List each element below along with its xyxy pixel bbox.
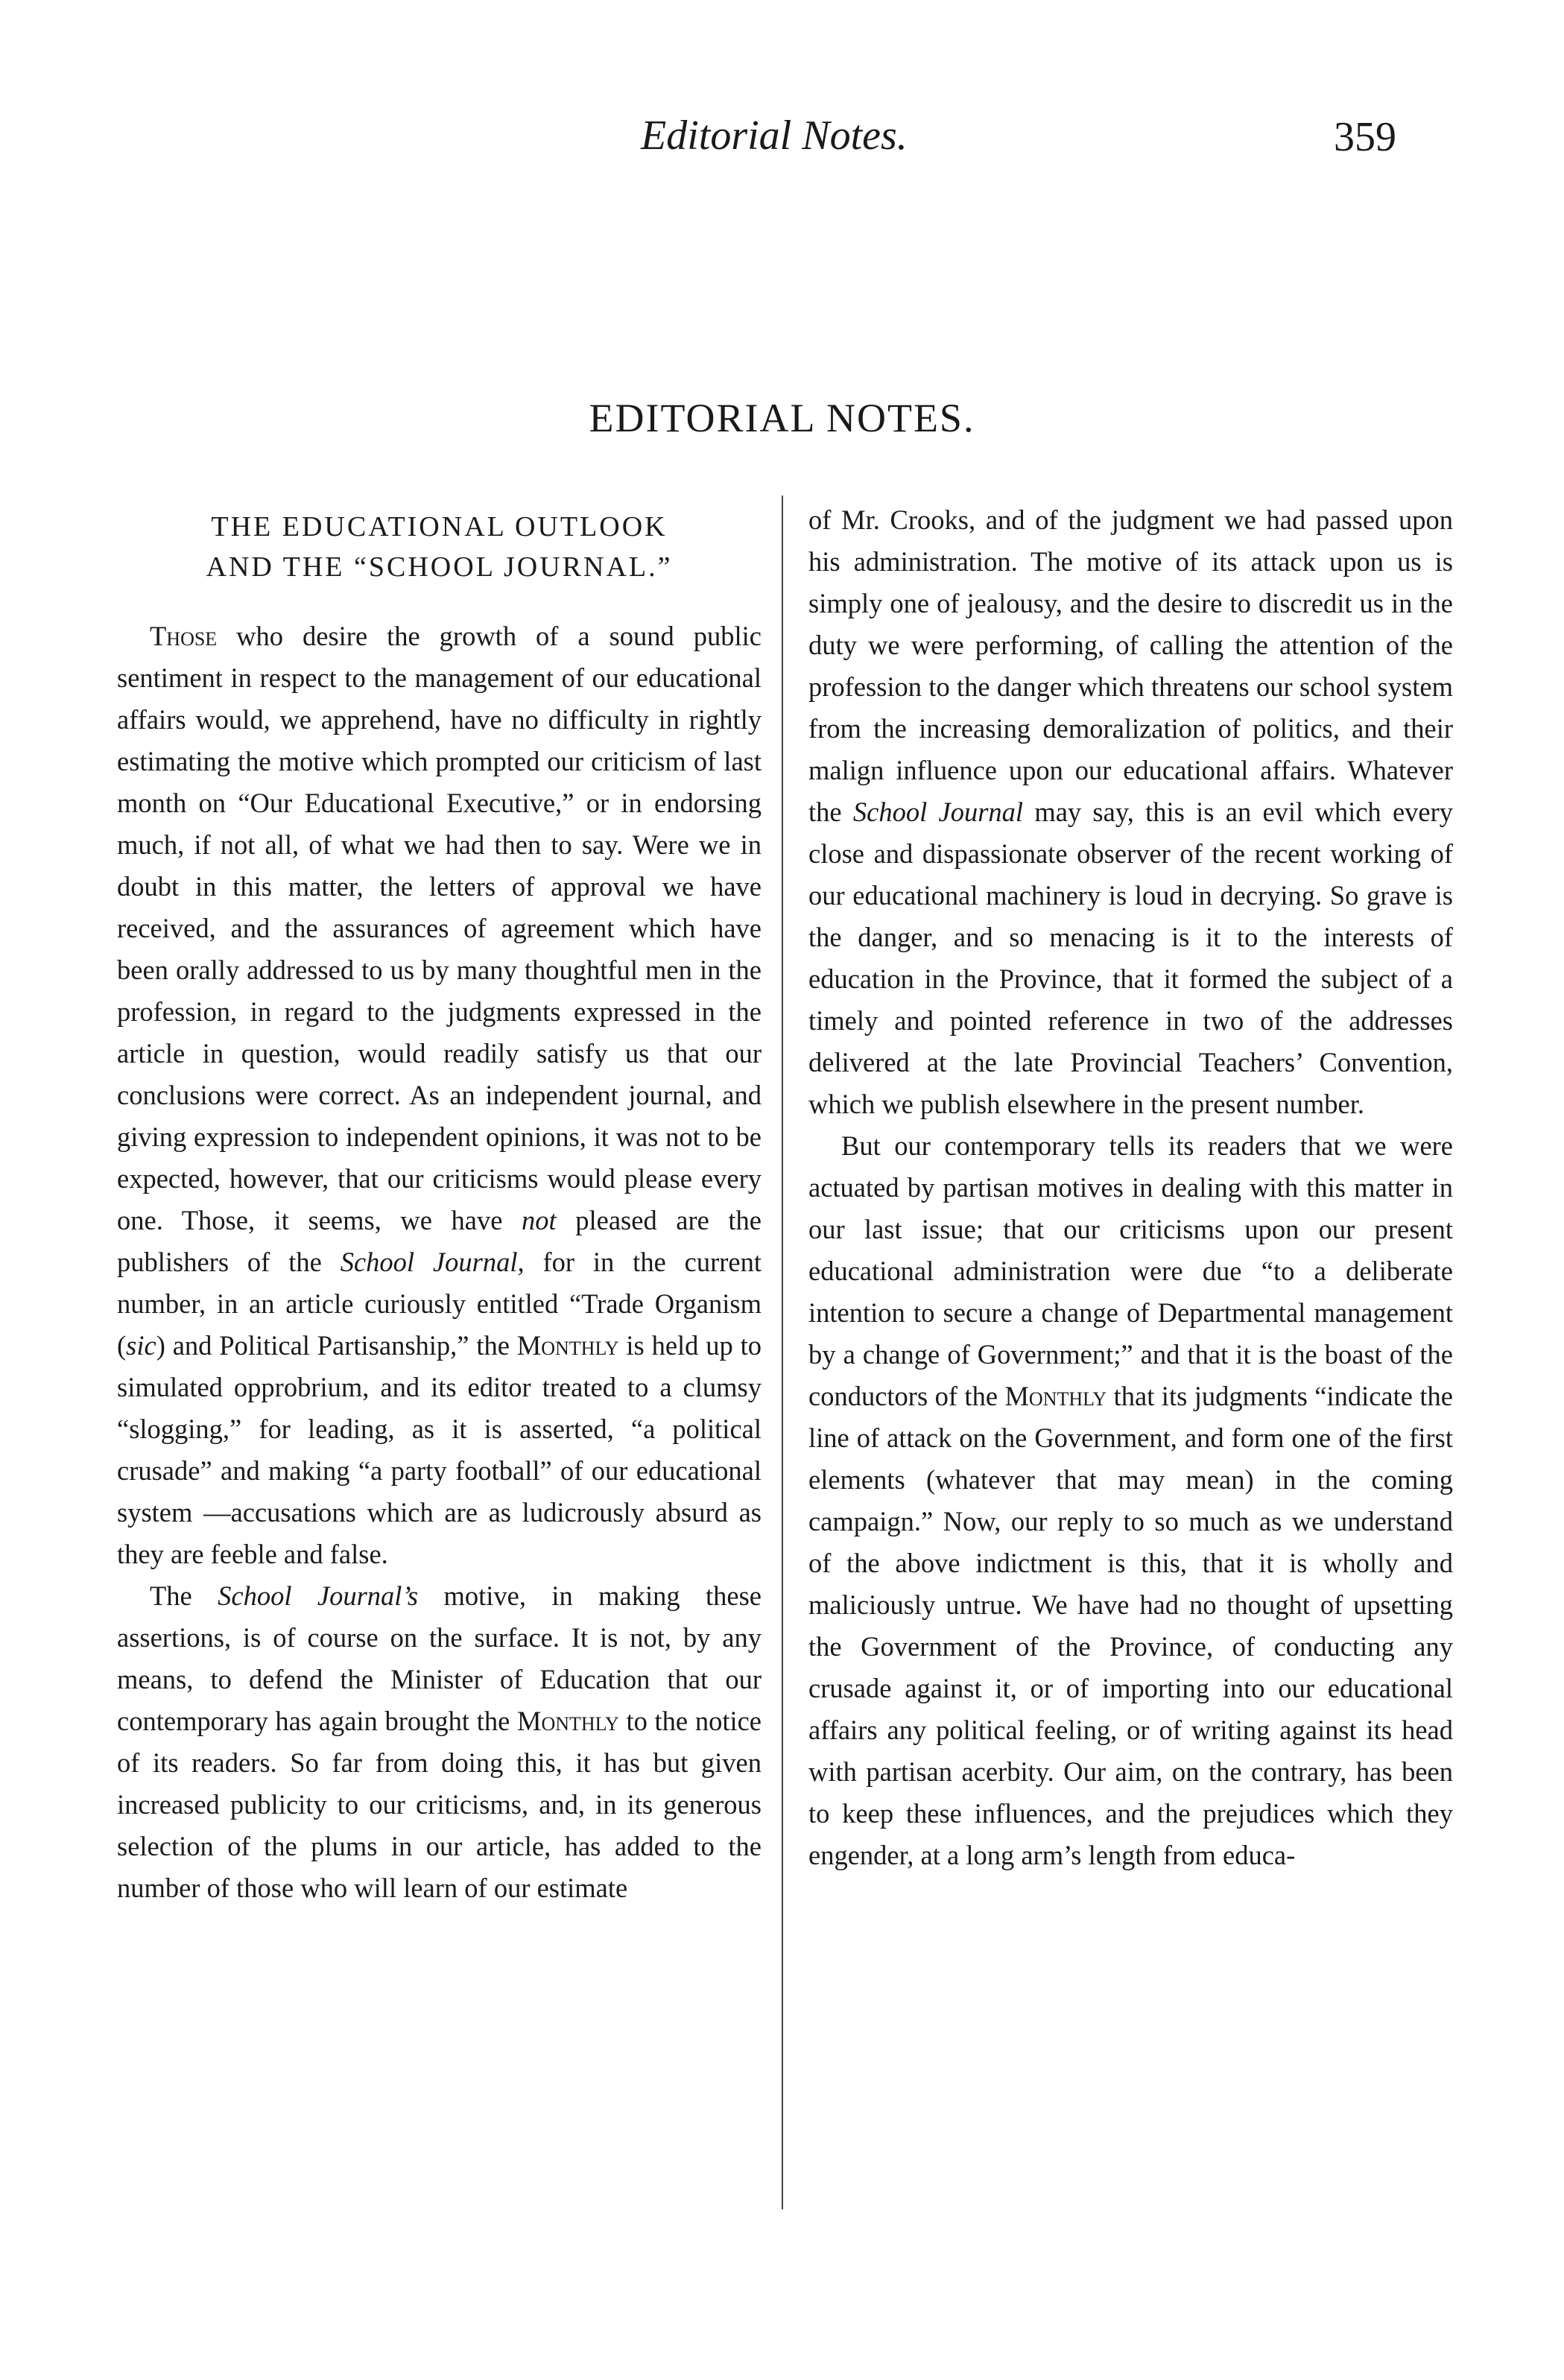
text-run: that its judgments “indicate the line of attack on the Government, and form one of the first elements (whatever that may mean) in the coming campaign.” Now, our reply to so much as we understand of the above indictment is this, that it is wholly and maliciously untrue. We have had no thought of upsetting the Government of the Province, of conducting any crusade against it, or of importing into our educational affairs any political feeling, or of writing against its head with partisan acerbity. Our aim, on the contrary, has been to keep these influences, and the prejudices which they engender, at a long arm’s length from educa- <box>808 1381 1453 1870</box>
italic-text: School Journal <box>852 797 1024 827</box>
column-divider <box>782 496 783 2209</box>
small-caps-text: Monthly <box>516 1330 619 1361</box>
lead-word: Those <box>150 621 218 651</box>
small-caps-text: Monthly <box>517 1706 619 1736</box>
right-column <box>808 499 1453 1876</box>
text-run: may say, this is an evil which every close and dispassionate observer of the recent working of our educational machinery is loud in decrying. So grave is the danger, and so menacing is it to the interests of education in the Province, that it formed the subject of a timely and pointed reference in two of the addresses delivered at the late Provincial Teachers’ Convention, which we publish elsewhere in the present number. <box>808 797 1454 1119</box>
italic-text: School Journal’s <box>218 1580 419 1611</box>
small-caps-text: Monthly <box>1004 1381 1107 1411</box>
section-title: EDITORIAL NOTES. <box>589 396 975 440</box>
paragraph <box>808 1125 1453 1876</box>
italic-text: not <box>522 1205 557 1235</box>
text-run: ) and Political Partisanship,” the <box>156 1330 517 1361</box>
text-run: who desire the growth of a sound public sentiment in respect to the management of our educational affairs would, we apprehend, have no difficulty in rightly estimating the motive which prompted our criticism of last month on “Our Educational Executive,” or in endorsing much, if not all, of what we had then to say. Were we in doubt in this matter, the letters of approval we have received, and the assurances of agreement which have been orally addressed to us by many thoughtful men in the profession, in regard to the judgments expressed in the article in question, would readily satisfy us that our conclusions were correct. As an independent journal, and giving expression to independent opinions, it was not to be expected, however, that our criticisms would please every one. Those, it seems, we have <box>117 621 762 1235</box>
paragraph <box>808 499 1453 1125</box>
paragraph <box>117 615 762 1575</box>
text-run: to the notice of its readers. So far from doing this, it has but given increased publicity to our criticisms, and, in its generous selection of the plums in our article, has added to the number of those who will learn of our estimate <box>117 1706 762 1903</box>
running-head: Editorial Notes. <box>641 113 908 159</box>
page-number: 359 <box>1334 114 1396 160</box>
article-heading-line-1: THE EDUCATIONAL OUTLOOK <box>211 511 668 542</box>
text-run: of Mr. Crooks, and of the judgment we had passed upon his administration. The motive of its attack upon us is simply one of jealousy, and the desire to discredit us in the duty we were performing, of calling the attention of the profession to the danger which threatens our school system from the increasing demoralization of politics, and their malign influence upon our educational affairs. Whatever the <box>808 504 1453 827</box>
italic-text: sic <box>126 1330 156 1361</box>
paragraph <box>117 1575 762 1909</box>
article-heading <box>117 507 762 587</box>
text-run: for in the current number, in an article curiously entitled “Trade Organism ( <box>117 1247 762 1361</box>
left-column <box>117 499 762 1909</box>
text-run: But our contemporary tells its readers that we were actuated by partisan motives in dealing with this matter in our last issue; that our criticisms upon our present educational administration were due “to a deliberate intention to secure a change of Departmental management by a change of Government;” and that it is the boast of the conductors of the <box>808 1130 1453 1411</box>
text-run: The <box>150 1580 218 1611</box>
text-run: pleased are the publishers of the <box>117 1205 762 1277</box>
text-run: is held up to simulated opprobrium, and its editor treated to a clumsy “slogging,” for leading, as it is asserted, “a political crusade” and making “a party football” of our educational system —accusations which are as ludicrously absurd as they are feeble and false. <box>117 1330 762 1569</box>
text-run: motive, in making these assertions, is of course on the surface. It is not, by any means, to defend the Minister of Education that our contemporary has again brought the <box>117 1580 762 1736</box>
italic-text: School Journal, <box>340 1247 525 1277</box>
article-heading-line-2: AND THE “SCHOOL JOURNAL.” <box>206 551 673 583</box>
